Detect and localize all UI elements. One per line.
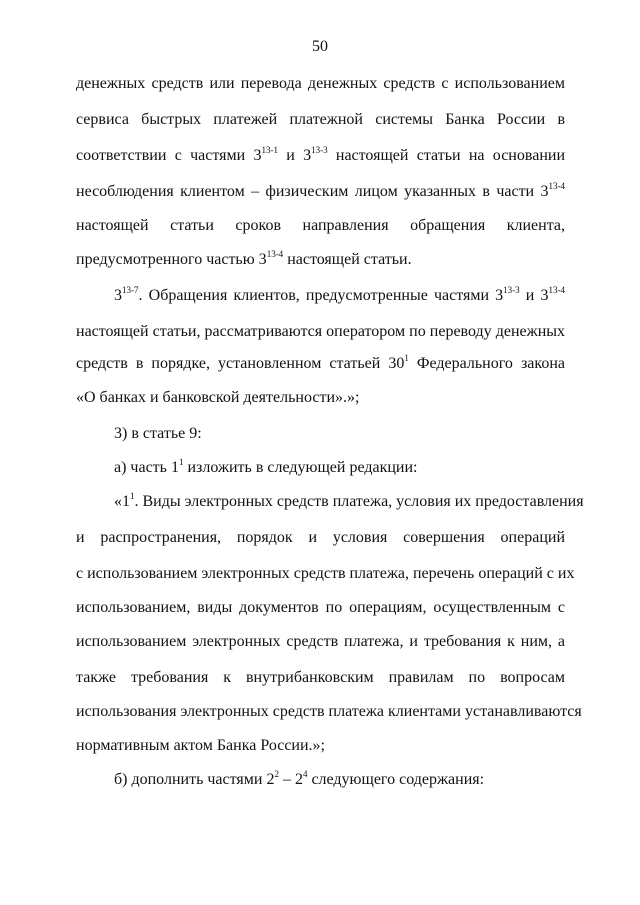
text-line: 3) в статье 9: xyxy=(114,425,202,442)
text-line: «О банках и банковской деятельности».»; xyxy=(76,389,360,406)
text-line: и распространения, порядок и условия совершения операций xyxy=(76,529,565,546)
text-line: средств в порядке, установленном статьей $30^1$ Федерального закона xyxy=(76,353,565,372)
text-line: использованием электронных средств платежа, и требования к ним, а xyxy=(76,633,565,650)
text-line: предусмотренного частью 3$^{13-4}$ настоящей статьи. xyxy=(76,249,412,268)
text-line: настоящей статьи, рассматриваются оператором по переводу денежных xyxy=(76,323,565,340)
text-line: денежных средств или перевода денежных средств с использованием xyxy=(76,75,565,92)
text-line: 3$^{13-7}$. Обращения клиентов, предусмотренные частями 3$^{13-3}$ и 3$^{13-4}$ xyxy=(114,285,566,304)
text-line: также требования к внутрибанковским правилам по вопросам xyxy=(76,669,565,686)
text-line: а) часть $1^1$ изложить в следующей редакции: xyxy=(114,457,418,476)
text-line: нормативным актом Банка России.»; xyxy=(76,737,325,754)
text-line: с использованием электронных средств платежа, перечень операций с их xyxy=(76,565,575,582)
text-line: настоящей статьи сроков направления обращения клиента, xyxy=(76,217,565,234)
text-line: соответствии с частями 3$^{13-1}$ и 3$^{13-3}$ настоящей статьи на основании xyxy=(76,145,566,164)
text-line: использованием, виды документов по операциям, осуществленным с xyxy=(76,599,565,616)
text-line: сервиса быстрых платежей платежной системы Банка России в xyxy=(76,111,565,128)
text-line: несоблюдения клиентом – физическим лицом указанных в части 3$^{13-4}$ xyxy=(76,181,565,200)
text-line: «$1^1$. Виды электронных средств платежа, условия их предоставления xyxy=(114,491,584,510)
text-line: использования электронных средств платежа клиентами устанавливаются xyxy=(76,703,582,720)
page-number: 50 xyxy=(312,38,328,55)
text-line: б) дополнить частями $2^2 - 2^4$ следующего содержания: xyxy=(114,769,485,788)
